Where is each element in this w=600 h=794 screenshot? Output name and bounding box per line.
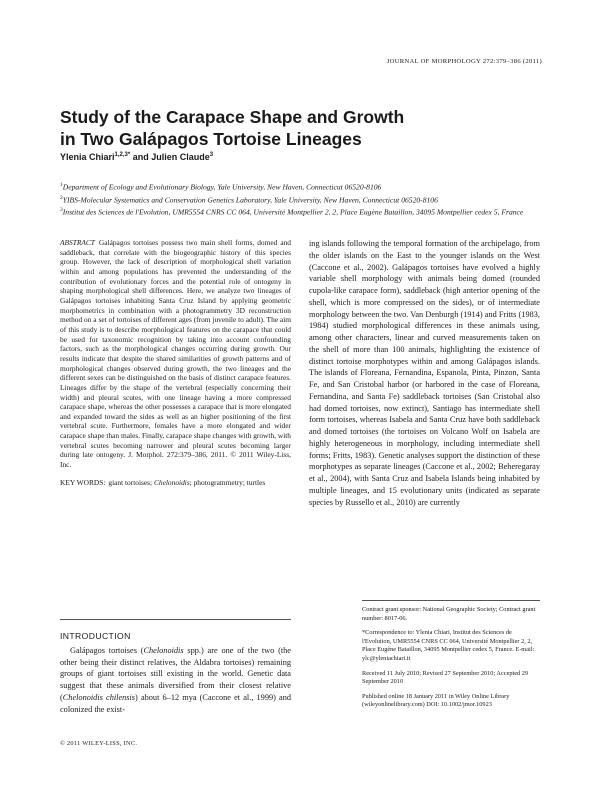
intro-text-part: ) about 6–12 mya (Caccone et al., 1999) and colonized the exist- <box>60 692 291 714</box>
intro-text-part: Galápagos tortoises ( <box>70 646 144 655</box>
introduction-paragraph <box>60 645 291 715</box>
keyword-text: giant tortoises; <box>108 477 153 487</box>
keyword-text: ; photogrammetry; turtles <box>189 477 266 487</box>
author-affiliation-marker: 1,2,3* <box>114 152 131 158</box>
abstract <box>60 238 291 470</box>
author-list <box>60 152 213 162</box>
body-paragraph: ing islands following the temporal formation of the archipelago, from the older islands on the East to the younger islands on the West (Caccone et al., 2002). Galápagos tortoises have evolved a highly variable shell morphology with animals being domed (rounded cupola-like carapace form), saddleback (high anterior opening of the shell, which is more compressed on the sides), or of intermediate morphology between the two. Van Denburgh (1914) and Fritts (1983, 1984) studied morphological differences in these animals using, among other characters, linear and curved measurements taken on the shell of more than 100 animals, highlighting the existence of distinct tortoise morphotypes within and among Galápagos islands. The islands of Floreana, Fernandina, Espanola, Pinta, Pinzon, Santa Fe, and San Cristobal harbor (or harbored in the case of Floreana, Fernandina, and Santa Fe) saddleback tortoises (San Cristobal also had domed tortoises, now extinct), Santiago has intermediate shell form tortoises, whereas Isabela and Santa Cruz have both saddleback and domed tortoises (the tortoises on Volcano Wolf on Isabela are highly heterogeneous in morphology, including intermediate shell forms; Fritts, 1983). Genetic analyses support the distinction of these morphotypes as separate lineages (Caccone et al., 2002; Beheregaray et al., 2004), with Santa Cruz and Isabela Islands being inhabited by multiple lineages, and 15 evolutionary units (indicated as separate species by Russello et al., 2010) are currently <box>309 239 540 507</box>
keywords-divider <box>60 619 291 620</box>
intro-text-part: spp.) are one of the two (the other being their distinct relatives, the Aldabra tortoises) remaining groups of giant tortoises still existing in the world. Genetic data suggest that these animals diversified from their closest relative ( <box>60 646 291 702</box>
received-dates-note: Received 11 July 2010; Revised 27 September 2010; Accepted 29 September 2010 <box>362 669 529 686</box>
affiliation-item <box>60 180 530 193</box>
copyright-footer: © 2011 WILEY-LISS, INC. <box>60 740 138 747</box>
title-line-2: in Two Galápagos Tortoise Lineages <box>60 128 362 149</box>
intro-text-italic: Chelonoidis <box>143 646 184 655</box>
abstract-text: Galápagos tortoises possess two main shell forms, domed and saddleback, that correlate with the biogeographic history of this species group. However, the lack of description of morphological shell variation within and among populations has prevented the understanding of the contribution of evolutionary forces and the potential role of ontogeny in shaping morphological shell differences. Here, we analyze two lineages of Galápagos tortoises inhabiting Santa Cruz Island by applying geometric morphometrics in combination with a photogrammetry 3D reconstruction method on a set of tortoises of different ages (from juvenile to adult). The aim of this study is to describe morphological features on the carapace that could be used for taxonomic recognition by taking into account confounding factors, such as the morphological changes occurring during growth. Our results indicate that despite the shared similarities of growth patterns and of morphological changes observed during growth, the two lineages and the different sexes can be distinguished on the basis of distinct carapace features. Lineages differ by the shape of the vertebral (especially concerning their width) and pleural scutes, with one lineage having a more compressed carapace shape, whereas the other possesses a carapace that is more elongated and expanded toward the sides as well as an higher positioning of the first vertebral scute. Furthermore, females have a more elongated and wider carapace shape than males. Finally, carapace shape changes with growth, with vertebral scutes becoming narrower and pleural scutes becoming larger during late ontogeny. J. Morphol. 272:379–386, 2011. © 2011 Wiley-Liss, Inc. <box>60 238 291 470</box>
author-name: Julien Claude <box>151 152 210 162</box>
author-conjunction: and <box>132 152 149 162</box>
grant-sponsor-note: Contract grant sponsor: National Geographic Society; Contract grant number: 8017-06. <box>362 606 536 622</box>
keyword-italic: Chelonoidis <box>153 477 190 487</box>
publication-note: Published online 18 January 2011 in Wiley Online Library (wileyonlinelibrary.com) DOI: 10.1002/jmor.10923 <box>362 692 510 709</box>
footnote-divider <box>362 600 540 601</box>
affiliation-number: 1 <box>60 182 63 188</box>
keywords <box>60 478 291 488</box>
correspondence-note: *Correspondence to: Ylenia Chiari, Institut des Sciences de l'Evolution, UMR5554 CNRS CC 064, Université Montpellier 2, 2, Place Eugène Bataillon, 34095 Montpellier cedex 5, France. E-mail: ylc@yleniachiari.it <box>362 629 535 662</box>
right-column <box>309 238 540 508</box>
article-notes <box>362 606 540 716</box>
title-line-1: Study of the Carapace Shape and Growth <box>60 107 405 127</box>
affiliation-text: Department of Ecology and Evolutionary Biology, Yale University, New Haven, Connecticut 06520-8106 <box>62 182 382 192</box>
affiliation-item <box>60 205 530 218</box>
article-title <box>60 107 540 150</box>
affiliations <box>60 180 530 218</box>
affiliation-text: Institut des Sciences de l'Evolution, UMR5554 CNRS CC 064, Université Montpellier 2, 2, Place Eugène Bataillon, 34095 Montpellier cedex 5, France <box>62 207 524 217</box>
affiliation-text: YIBS-Molecular Systematics and Conservation Genetics Laboratory, Yale University, New Haven, Connecticut 06520-8106 <box>62 195 438 205</box>
intro-text-italic: Chelonoidis chilensis <box>62 692 136 702</box>
abstract-label: ABSTRACT <box>60 238 95 247</box>
author-affiliation-marker: 3 <box>209 152 214 158</box>
author-name: Ylenia Chiari <box>60 152 115 162</box>
left-column <box>60 238 291 487</box>
section-heading-introduction: INTRODUCTION <box>60 631 131 641</box>
affiliation-number: 2 <box>60 194 63 201</box>
affiliation-number: 3 <box>60 207 63 214</box>
journal-header: JOURNAL OF MORPHOLOGY 272:379–386 (2011) <box>386 58 542 65</box>
affiliation-item <box>60 193 530 206</box>
keywords-label: KEY WORDS: <box>60 477 106 487</box>
